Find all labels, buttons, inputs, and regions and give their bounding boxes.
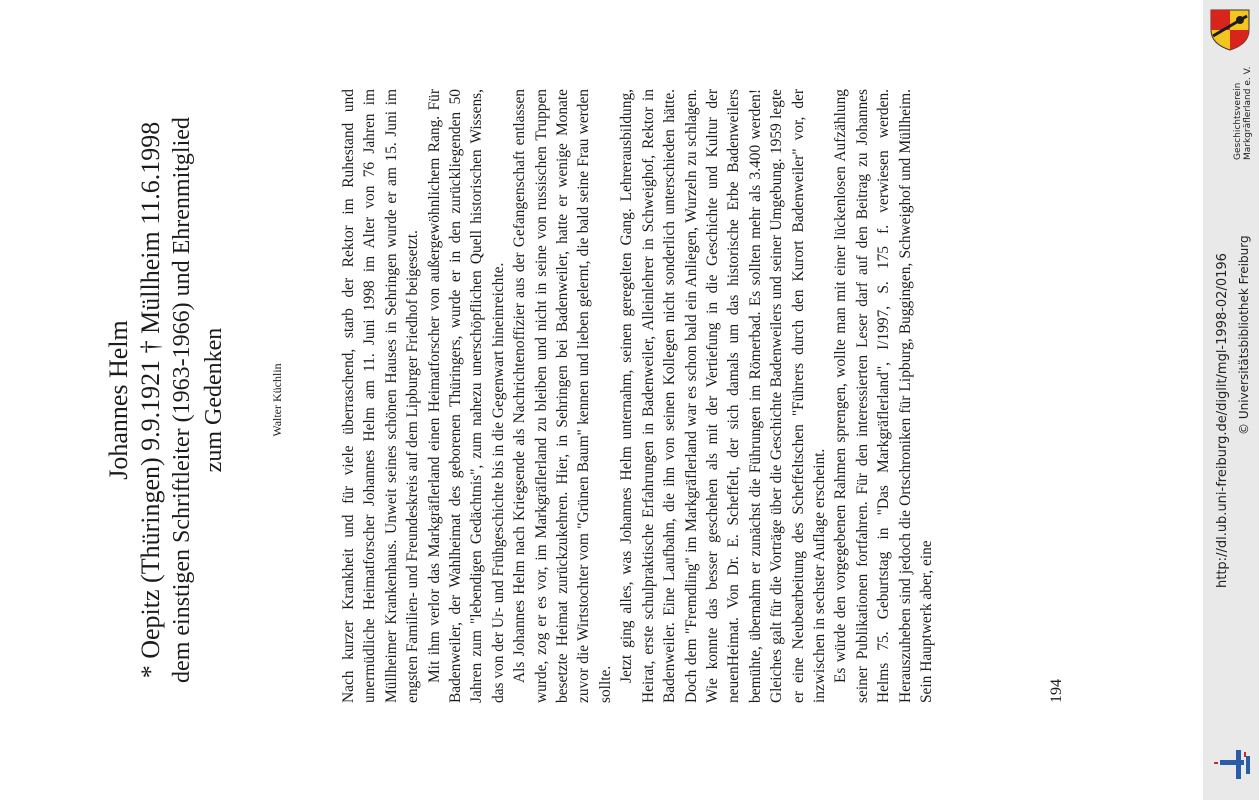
paragraph: Es würde den vorgegebenen Rahmen sprengen, wollte man mit einer lückenlosen Aufzählung seiner Publikationen fortfahren. Für den interessierten Leser darf auf den Beitrag zu Johannes Helms 75. Geburtstag in "Das Markgräflerland", I/1997, S. 175 f. verwiesen werden. Herauszuheben sind jedoch die Ortschroniken für Lipburg, Buggingen, Schweighof und Müllheim. Sein Hauptwerk aber, eine xyxy=(832,89,935,703)
society-name: Geschichtsverein xyxy=(1233,82,1243,160)
viewer-sidebar xyxy=(1203,0,1259,800)
paragraph: Nach kurzer Krankheit und für viele überraschend, starb der Rektor im Ruhestand und unermüdliche Heimatforscher Johannes Helm am 11. Juni 1998 im Alter von 76 Jahren im Müllheimer Krankenhaus. Unweit seines schönen Hauses in Sehringen wurde er am 15. Juni im engsten Familien- und Freundeskreis auf dem Lipburger Friedhof beigesetzt. xyxy=(340,89,422,703)
author-name: Walter Küchlin xyxy=(270,363,284,437)
coat-of-arms-icon xyxy=(1207,6,1253,52)
title-role: dem einstigen Schriftleiter (1963-1966) und Ehrenmitglied xyxy=(169,117,195,683)
source-url-link[interactable]: http://dl.ub.uni-freiburg.de/diglit/mgl-1998-02/0196 xyxy=(1215,253,1230,588)
sidebar-rotated-text xyxy=(1203,0,1259,800)
title-name: Johannes Helm xyxy=(104,320,133,480)
page-number: 194 xyxy=(1048,679,1065,703)
title-dates: * Oepitz (Thüringen) 9.9.1921 † Müllheim 11.6.1998 xyxy=(136,121,165,679)
society-name-suffix: Markgräflerland e. V. xyxy=(1243,66,1253,160)
article-body xyxy=(338,89,937,703)
paragraph: Jetzt ging alles, was Johannes Helm unternahm, seinen geregelten Gang. Lehrerausbildung, Heirat, erste schulpraktische Erfahrungen in Badenweiler, Alleinlehrer in Schweighof, Rektor in Badenweiler. Eine Laufbahn, die ihn von seinen Kollegen nicht sonderlich unterschieden hätte. Doch dem "Fremdling" im Markgräflerland war es schon bald ein Anliegen, Wurzeln zu schlagen. Wie konnte das besser geschehen als mit der Vertiefung in die Geschichte und Kultur der neuenHeimat. Von Dr. E. Scheffelt, der sich damals um das historische Erbe Badenweilers bemühte, übernahm er zunächst die Führungen im Römerbad. Es sollten mehr als 3.400 werden! Gleiches galt für die Vorträge über die Geschichte Badenweilers und seiner Umgebung. 1959 legte er eine Neubearbeitung des Scheffeltschen "Führers durch den Kurort Badenweiler" vor, der inzwischen in sechster Auflage erscheint. xyxy=(618,89,828,703)
paragraph: Mit ihm verlor das Markgräflerland einen Heimatforscher von außergewöhnlichem Rang. Für Badenweiler, der Wahlheimat des geborenen Thüringers, wurde er in den zurückliegenden 50 Jahren zum "lebendigen Gedächtnis", zum nahezu unerschöpflichen Quell historischen Wissens, das von der Ur- und Frühgeschichte bis in die Gegenwart hineinreichte. xyxy=(425,89,507,703)
copyright-text: © Universitätsbibliothek Freiburg xyxy=(1237,235,1251,435)
ub-freiburg-logo-icon[interactable] xyxy=(1210,742,1254,786)
title-memorial: zum Gedenken xyxy=(201,327,227,473)
paragraph: Als Johannes Helm nach Kriegsende als Nachrichtenoffizier aus der Gefangenschaft entlassen wurde, zog er es vor, im Markgräflerland zu bleiben und nicht in seine von russischen Truppen besetzte Heimat zurückzukehren. Hier, in Sehringen bei Badenweiler, hatte er wenige Monate zuvor die Wirtstochter vom "Grünen Baum" kennen und lieben gelernt, die bald seine Frau werden sollte. xyxy=(511,89,614,703)
